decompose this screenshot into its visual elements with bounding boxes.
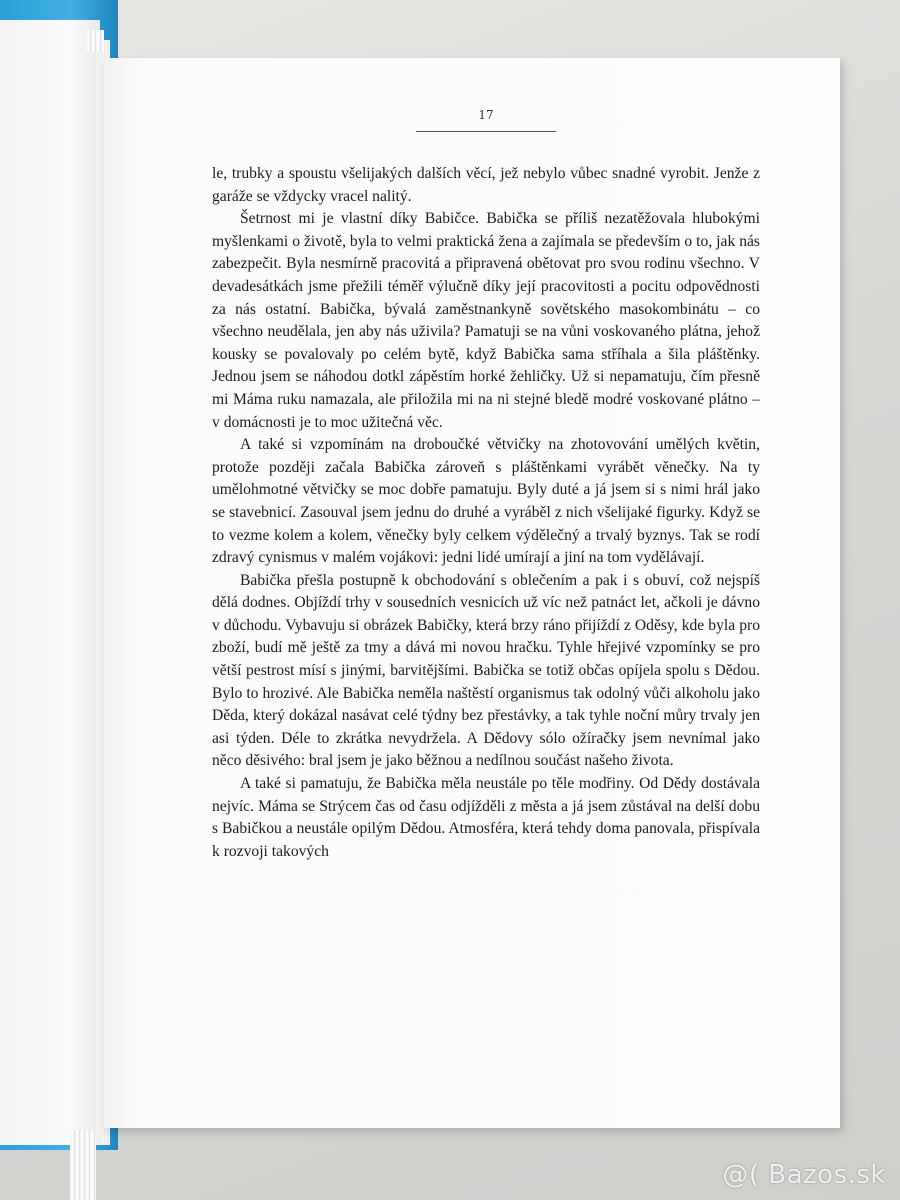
- paragraph-4: Babička přešla postupně k obchodování s oblečením a pak i s obuví, což nejspíš dělá dodnes. Objíždí trhy v sousedních vesnicích už víc než patnáct let, ačkoli je dávno v důchodu. Vybavuju si obrázek Babičky, která brzy ráno přijíždí z Oděsy, kde byla pro zboží, budí mě ještě za tmy a dává mi novou hračku. Tyhle hřejivé vzpomínky se pro větší pestrost mísí s jinými, barvitějšími. Babička se totiž občas opíjela spolu s Dědou. Bylo to hrozivé. Ale Babička neměla naštěstí organismus tak odolný vůči alkoholu jako Děda, který dokázal nasávat celé týdny bez přestávky, a tak tyhle noční můry trvaly jen asi týden. Déle to zkrátka nevydržela. A Dědovy sólo ožíračky jsem nevnímal jako něco děsivého: bral jsem je jako běžnou a nedílnou součást našeho života.: [212, 571, 760, 770]
- watermark-logo: @( Bazos.sk: [722, 1160, 886, 1190]
- left-page: [0, 20, 100, 1145]
- header-rule: [416, 131, 556, 132]
- paragraph-2: Šetrnost mi je vlastní díky Babičce. Babička se příliš nezatěžovala hlubokými myšlenkami o životě, byla to velmi praktická žena a zajímala se především o to, jak nás zabezpečit. Byla nesmírně pracovitá a připravená obětovat pro svou rodinu všechno. V devadesátkách jsme přežili téměř výlučně díky její pracovitosti a pocitu odpovědnosti za nás ostatní. Babička, bývalá zaměstnankyně sovětského masokombinátu – co všechno neudělala, jen aby nás uživila? Pamatuji se na vůni voskovaného plátna, jehož kousky se povalovaly po celém bytě, když Babička sama stříhala a šila pláštěnky. Jednou jsem se náhodou dotkl zápěstím horké žehličky. Už si nepamatuju, čím přesně mi Máma ruku namazala, ale přiložila mi na ni stejné bledě modré voskované plátno – v domácnosti je to moc užitečná věc.: [212, 210, 760, 431]
- paragraph-1: le, trubky a spoustu všelijakých dalších věcí, jež nebylo vůbec snadné vyrobit. Jenže z garáže se vždycky vracel nalitý.: [212, 165, 760, 205]
- body-text: [212, 163, 760, 863]
- paragraph-3: A také si vzpomínám na droboučké větvičky na zhotovování umělých květin, protože později začala Babička zároveň s pláštěnkami vyrábět věnečky. Na ty umělohmotné větvičky se moc dobře pamatuju. Byly duté a já jsem si s nimi hrál jako se stavebnicí. Zasouval jsem jednu do druhé a vyráběl z nich všelijaké figurky. Když se to vezme kolem a kolem, věnečky byly celkem výdělečný a trvalý byznys. Tak se rodí zdravý cynismus v malém vojákovi: jedni lidé umírají a jiní na tom vydělávají.: [212, 436, 760, 567]
- bookmark-ribbon: [70, 1130, 96, 1200]
- page-number: 17: [478, 108, 494, 122]
- bookmark-ribbon-top: [86, 30, 104, 52]
- paragraph-5: A také si pamatuju, že Babička měla neustále po těle modřiny. Od Dědy dostávala nejvíc. Máma se Strýcem čas od času odjížděli z města a já jsem zůstával na delší dobu s Babičkou a neustále opilým Dědou. Atmosféra, která tehdy doma panovala, přispívala k rozvoji takových: [212, 775, 760, 860]
